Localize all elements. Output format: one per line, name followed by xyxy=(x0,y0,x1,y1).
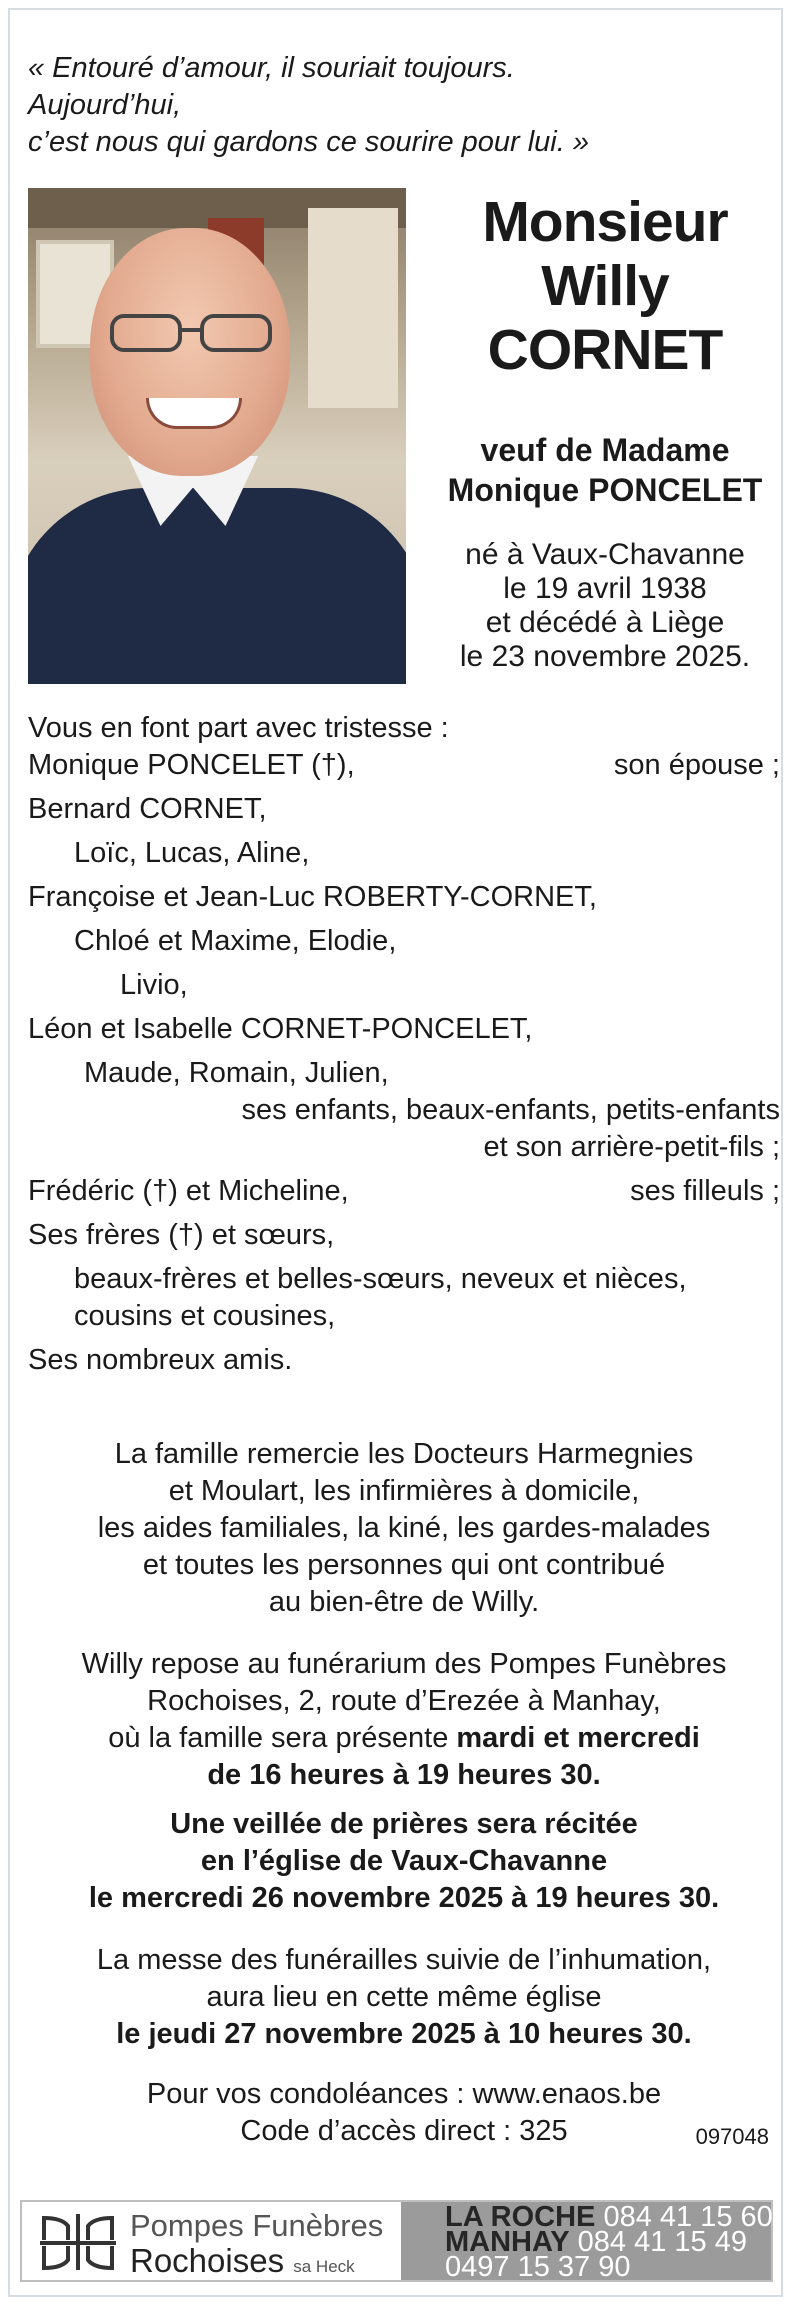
list-item: Livio, xyxy=(120,969,188,1001)
brand-name-line1: Pompes Funèbres xyxy=(130,2208,384,2243)
list-item: ses enfants, beaux-enfants, petits-enfants xyxy=(241,1094,780,1126)
deceased-name xyxy=(430,190,780,382)
quote-line: Aujourd’hui, xyxy=(28,89,182,121)
list-item: cousins et cousines, xyxy=(74,1300,336,1332)
funeral-home-paragraph: Willy repose au funérarium des Pompes Funèbres Rochoises, 2, route d’Erezée à Manhay, où la famille sera présente mardi et mercredi de 16 heures à 19 heures 30. xyxy=(81,1648,727,1791)
brand-name-line2: Rochoises sa Heck xyxy=(130,2242,355,2279)
birth-death-info: né à Vaux-Chavanne le 19 avril 1938 et décédé à Liège le 23 novembre 2025. xyxy=(459,538,751,673)
list-item: Françoise et Jean-Luc ROBERTY-CORNET, xyxy=(28,881,597,913)
list-item: et son arrière-petit-fils ; xyxy=(483,1131,780,1163)
epigraph-quote xyxy=(28,50,748,161)
family-list xyxy=(28,710,780,1379)
condolences-info: Pour vos condoléances : www.enaos.be Code d’accès direct : 325 xyxy=(146,2078,662,2147)
list-item: Monique PONCELET (†), son épouse ; xyxy=(28,749,780,781)
quote-line: « Entouré d’amour, il souriait toujours. xyxy=(28,52,515,84)
contact-line: 0497 15 37 90 xyxy=(445,2251,631,2283)
last-name: CORNET xyxy=(487,318,723,382)
list-item: Frédéric (†) et Micheline, ses filleuls ; xyxy=(28,1175,780,1207)
reference-number: 097048 xyxy=(695,2124,769,2149)
widow-of: veuf de Madame Monique PONCELET xyxy=(447,432,763,508)
funeral-home-banner xyxy=(20,2200,773,2282)
list-item: Loïc, Lucas, Aline, xyxy=(74,837,310,869)
sweater xyxy=(28,488,406,684)
vigil-paragraph: Une veillée de prières sera récitée en l’église de Vaux-Chavanne le mercredi 26 novembre 2025 à 19 heures 30. xyxy=(88,1808,720,1914)
contact-block xyxy=(401,2201,773,2283)
list-item: Léon et Isabelle CORNET-PONCELET, xyxy=(28,1013,533,1045)
list-item: Chloé et Maxime, Elodie, xyxy=(74,925,397,957)
obituary-notice xyxy=(8,8,783,2297)
contact-line: LA ROCHE 084 41 15 60 xyxy=(445,2201,773,2233)
first-name: Willy xyxy=(541,254,669,318)
list-item: Ses nombreux amis. xyxy=(28,1344,293,1376)
list-item: Vous en font part avec tristesse : xyxy=(28,712,449,744)
mass-paragraph: La messe des funérailles suivie de l’inhumation, aura lieu en cette même église le jeudi 27 novembre 2025 à 10 heures 30. xyxy=(96,1944,712,2050)
list-item: Ses frères (†) et sœurs, xyxy=(28,1219,335,1251)
portrait-photo xyxy=(28,188,406,684)
honorific: Monsieur xyxy=(482,190,728,254)
quote-line: c’est nous qui gardons ce sourire pour lui. » xyxy=(28,126,589,158)
list-item: Bernard CORNET, xyxy=(28,793,267,825)
thanks-paragraph: La famille remercie les Docteurs Harmegnies et Moulart, les infirmières à domicile, les aides familiales, la kiné, les gardes-malades et toutes les personnes qui ont contribué au bien-être de Willy. xyxy=(97,1438,711,1618)
list-item: Maude, Romain, Julien, xyxy=(84,1057,389,1089)
glasses-icon xyxy=(108,310,274,356)
contact-line: MANHAY 084 41 15 49 xyxy=(445,2226,747,2258)
cross-logo-icon xyxy=(38,2212,118,2272)
list-item: beaux-frères et belles-sœurs, neveux et nièces, xyxy=(74,1263,687,1295)
